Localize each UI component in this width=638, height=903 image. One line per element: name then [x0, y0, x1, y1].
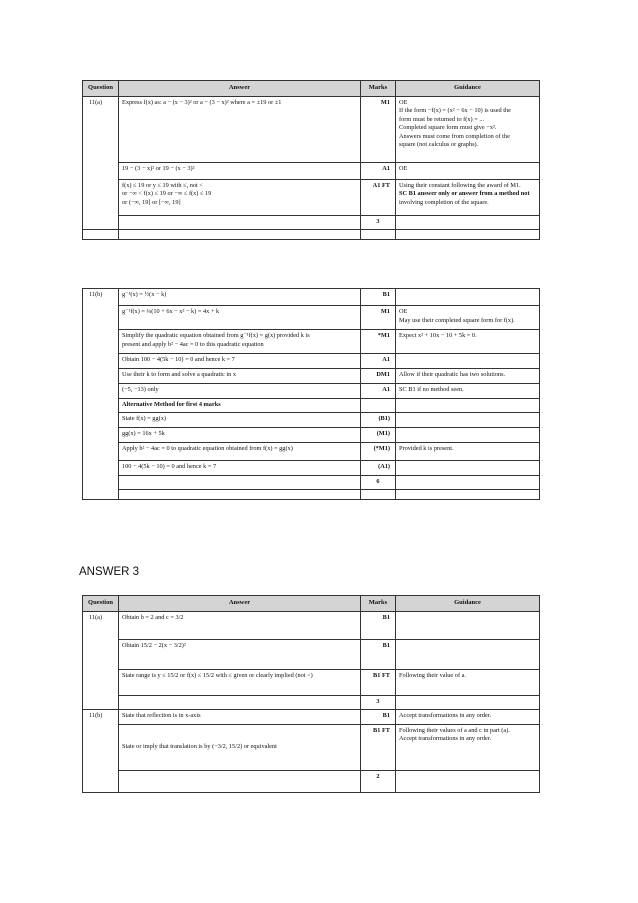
guidance-cell	[396, 428, 540, 443]
answer-cell	[119, 179, 361, 215]
total-marks: 3	[361, 695, 396, 709]
guidance-cell: Accept transformations in any order.	[396, 709, 540, 724]
question-number: 11(a)	[83, 611, 119, 709]
markscheme-table-11a	[82, 80, 540, 240]
guidance-cell	[396, 611, 540, 639]
answer-line: f(x) ≤ 19 or y ≤ 19 with ≤, not <	[122, 181, 203, 189]
answer-cell: State or imply that translation is by (−3/2, 15/2) or equivalent	[119, 724, 361, 770]
answer-cell: (−5, −13) only	[119, 384, 361, 399]
mark-cell: (B1)	[361, 413, 396, 428]
markscheme-table-11b	[82, 288, 540, 500]
answer-cell: Obtain 100 − 4(5k − 10) = 0 and hence k = 7	[119, 354, 361, 369]
mark-cell: (M1)	[361, 428, 396, 443]
markscheme-table-answer3	[82, 595, 540, 793]
answer-cell: 100 − 4(5k − 10) = 0 and hence k = 7	[119, 461, 361, 476]
mark-cell: M1	[361, 96, 396, 162]
empty-cell	[119, 490, 361, 500]
guidance-cell: Allow if their quadratic has two solutions.	[396, 369, 540, 384]
answer-cell: g⁻¹f(x) = ¼(10 + 6x − x² − k) = 4x + k	[119, 306, 361, 330]
question-number: 11(a)	[83, 96, 119, 229]
answer-cell: 19 − (3 − x)² or 19 − (x − 3)²	[119, 162, 361, 179]
empty-cell	[119, 229, 361, 239]
guidance-line: SC B1 answer only or answer from a method not	[399, 190, 530, 198]
guidance-line: If the form −f(x) = (x² − 6x − 10) is used the	[399, 107, 511, 115]
guidance-cell: Expect x² + 10x − 10 + 5k = 0.	[396, 330, 540, 354]
answer-cell: Obtain 15/2 − 2(x − 3/2)²	[119, 639, 361, 669]
empty-cell	[361, 490, 396, 500]
guidance-cell	[396, 461, 540, 476]
mark-cell: M1	[361, 306, 396, 330]
guidance-cell	[396, 413, 540, 428]
guidance-cell: SC B1 if no method seen.	[396, 384, 540, 399]
empty-cell	[396, 476, 540, 490]
empty-cell	[119, 695, 361, 709]
empty-cell	[119, 476, 361, 490]
guidance-line: form must be returned to f(x) = ...	[399, 115, 485, 123]
mark-cell: (A1)	[361, 461, 396, 476]
section-heading: ANSWER 3	[79, 566, 140, 578]
guidance-line: Completed square form must give −x².	[399, 124, 497, 132]
guidance-cell: OE	[396, 162, 540, 179]
answer-cell: State range is y ≤ 15/2 or f(x) ≤ 15/2 with ≤ given or clearly implied (not <)	[119, 669, 361, 695]
answer-cell: Simplify the quadratic equation obtained from g⁻¹f(x) = g(x) provided k is present and apply b² − 4ac = 0 to this quadratic equation	[119, 330, 361, 354]
mark-cell: *M1	[361, 330, 396, 354]
alt-method-heading: Alternative Method for first 4 marks	[119, 399, 361, 413]
empty-cell	[396, 229, 540, 239]
guidance-cell	[396, 639, 540, 669]
guidance-cell	[396, 399, 540, 413]
guidance-cell	[396, 354, 540, 369]
header-marks: Marks	[361, 596, 396, 612]
total-marks: 6	[361, 476, 396, 490]
mark-cell: A1	[361, 354, 396, 369]
mark-cell: B1 FT	[361, 724, 396, 770]
answer-cell: Apply b² − 4ac = 0 to quadratic equation obtained from f(x) = gg(x)	[119, 443, 361, 461]
question-number: 11(b)	[83, 289, 119, 500]
header-guidance: Guidance	[396, 596, 540, 612]
answer-line: or (−∞, 19] or [−∞, 19]	[122, 198, 181, 206]
header-guidance: Guidance	[396, 81, 540, 97]
empty-cell	[396, 770, 540, 792]
mark-cell: B1	[361, 709, 396, 724]
answer-cell: State that reflection is in x-axis	[119, 709, 361, 724]
answer-line: or −∞ < f(x) ≤ 19 or −∞ ≤ f(x) ≤ 19	[122, 190, 212, 198]
empty-cell	[396, 695, 540, 709]
answer-cell: Obtain b = 2 and c = 3/2	[119, 611, 361, 639]
guidance-cell: OE May use their completed square form for f(x).	[396, 306, 540, 330]
header-answer: Answer	[119, 81, 361, 97]
answer-cell: Use their k to form and solve a quadratic in x	[119, 369, 361, 384]
guidance-cell	[396, 179, 540, 215]
guidance-line: Using their constant following the award of M1.	[399, 181, 521, 189]
guidance-line: OE	[399, 98, 408, 106]
guidance-line: square (not calculus or graphs).	[399, 141, 479, 149]
mark-cell: A1	[361, 384, 396, 399]
mark-cell: B1	[361, 289, 396, 306]
mark-cell: B1 FT	[361, 669, 396, 695]
empty-cell	[361, 229, 396, 239]
mark-cell: A1 FT	[361, 179, 396, 215]
mark-cell: DM1	[361, 369, 396, 384]
guidance-cell: Following their value of a.	[396, 669, 540, 695]
header-answer: Answer	[119, 596, 361, 612]
mark-cell: A1	[361, 162, 396, 179]
header-question: Question	[83, 81, 119, 97]
guidance-line: involving completion of the square.	[399, 198, 489, 206]
question-number: 11(b)	[83, 709, 119, 792]
guidance-cell: Provided k is present.	[396, 443, 540, 461]
mark-cell: (*M1)	[361, 443, 396, 461]
empty-cell	[83, 229, 119, 239]
guidance-line: Answers must come from completion of the	[399, 132, 510, 140]
mark-cell: B1	[361, 639, 396, 669]
empty-cell	[396, 490, 540, 500]
answer-cell: g⁻¹(x) = ½(x − k)	[119, 289, 361, 306]
mark-cell	[361, 399, 396, 413]
empty-cell	[396, 215, 540, 229]
answer-cell: Express f(x) as: a − (x − 3)² or a − (3 − x)² where a = ±19 or ±1	[119, 96, 361, 162]
answer-cell: gg(x) = 16x + 5k	[119, 428, 361, 443]
total-marks: 2	[361, 770, 396, 792]
empty-cell	[119, 770, 361, 792]
mark-cell: B1	[361, 611, 396, 639]
guidance-cell	[396, 289, 540, 306]
header-marks: Marks	[361, 81, 396, 97]
header-question: Question	[83, 596, 119, 612]
guidance-cell: Following their values of a and c in part (a). Accept transformations in any order.	[396, 724, 540, 770]
guidance-cell	[396, 96, 540, 162]
total-marks: 3	[361, 215, 396, 229]
answer-cell: State f(x) = gg(x)	[119, 413, 361, 428]
empty-cell	[119, 215, 361, 229]
